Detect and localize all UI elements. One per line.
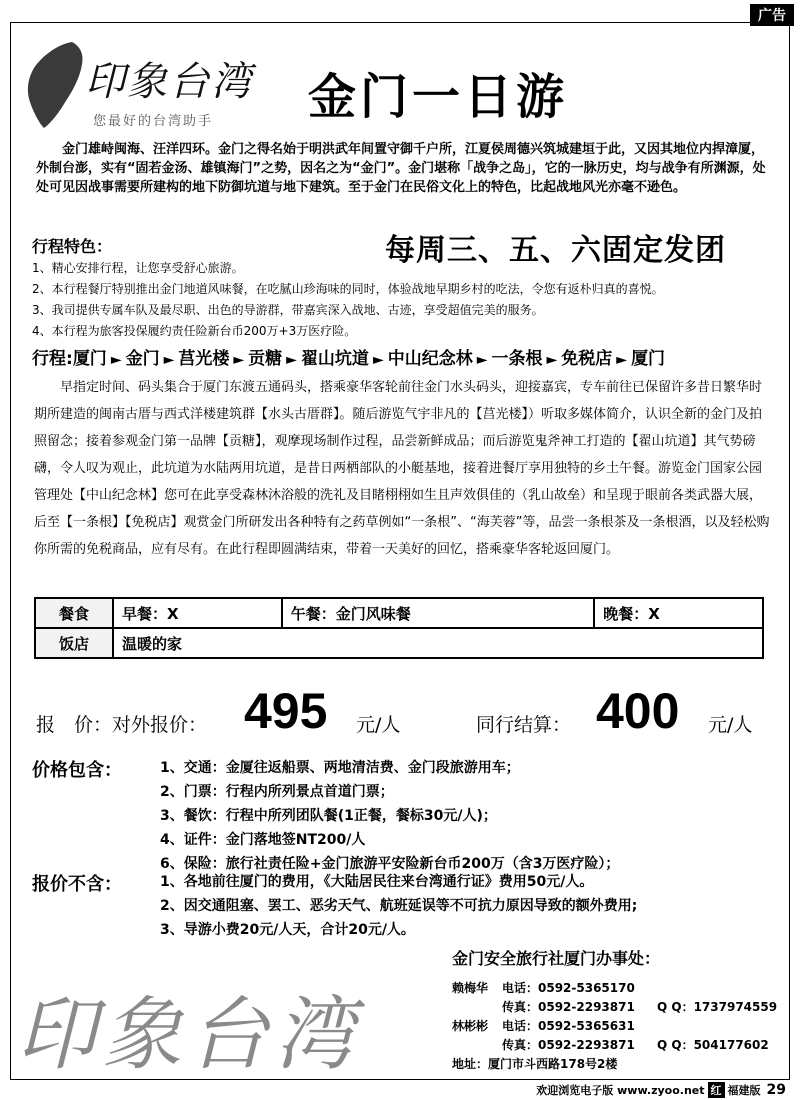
trade-price-unit: 元/人 (708, 714, 753, 736)
signature-logo: 印象台湾 (16, 988, 360, 1081)
arrow-right-icon: ► (476, 352, 488, 368)
route-stop: 厦门 (631, 349, 666, 369)
route-stop: 贡糖 (248, 349, 283, 369)
contact-block (452, 946, 778, 1074)
contact-row (452, 1017, 660, 1036)
contact-qq: Q Q：1737974559 (657, 1000, 778, 1014)
arrow-right-icon: ► (616, 352, 628, 368)
list-item: 2、门票：行程内所列景点首道门票； (160, 784, 394, 800)
contact-org: 金门安全旅行社厦门办事处： (452, 949, 661, 968)
list-item: 1、交通：金厦往返船票、两地清洁费、金门段旅游用车； (160, 760, 520, 776)
route-stop: 厦门 (72, 349, 107, 369)
route-stop: 中山纪念林 (387, 349, 473, 369)
included-heading: 价格包含： (32, 760, 122, 781)
brand-logo: 印象台湾 (85, 59, 253, 105)
list-item: 2、因交通阻塞、罢工、恶劣天气、航班延误等不可抗力原因导致的额外费用; (160, 898, 638, 914)
footer-logo: 红 (708, 1082, 725, 1098)
arrow-right-icon: ► (110, 352, 122, 368)
breakfast-cell: 早餐：X (113, 598, 282, 628)
contact-address: 地址：厦门市斗西路178号2楼 (452, 1057, 618, 1071)
price-unit: 元/人 (356, 714, 401, 736)
route-stop: 莒光楼 (178, 349, 230, 369)
lunch-cell: 午餐：金门风味餐 (282, 598, 594, 628)
ad-tag: 广告 (750, 4, 794, 26)
arrow-right-icon: ► (163, 352, 175, 368)
contact-row (452, 1036, 769, 1055)
arrow-right-icon: ► (286, 352, 297, 368)
arrow-right-icon: ► (233, 352, 245, 368)
trade-price-label: 同行结算： (476, 714, 572, 736)
page-footer (536, 1082, 786, 1098)
arrow-right-icon: ► (372, 352, 384, 368)
feature-item: 2、本行程餐厅特别推出金门地道风味餐，在吃腻山珍海味的同时，体验战地早期乡村的吃法，令您有返朴归真的喜悦。 (32, 282, 664, 296)
feature-item: 1、精心安排行程，让您享受舒心旅游。 (32, 261, 244, 275)
route-stop: 金门 (125, 349, 160, 369)
list-item: 1、各地前往厦门的费用，《大陆居民往来台湾通行证》费用50元/人。 (160, 874, 594, 890)
contact-row (452, 1055, 660, 1074)
feature-item: 3、我司提供专属车队及最尽职、出色的导游群，带嘉宾深入战地、古迹，享受超值完美的服务。 (32, 303, 544, 317)
arrow-right-icon: ► (546, 352, 558, 368)
schedule-banner: 每周三、五、六固定发团 (385, 233, 726, 268)
table-row (35, 598, 763, 628)
meals-label: 餐食 (35, 598, 113, 628)
feature-item: 4、本行程为旅客投保履约责任险新台币200万+3万医疗险。 (32, 324, 357, 338)
meals-table (34, 597, 764, 659)
page-number: 29 (766, 1082, 786, 1098)
price-label: 报 价：对外报价： (36, 714, 208, 736)
hotel-label: 饭店 (35, 628, 113, 658)
list-item: 6、保险：旅行社责任险+金门旅游平安险新台币200万（含3万医疗险）； (160, 856, 620, 872)
contact-fax: 传真：0592-2293871 (502, 1038, 635, 1052)
contact-name: 林彬彬 (452, 1019, 489, 1033)
page-title: 金门一日游 (308, 69, 569, 125)
contact-fax: 传真：0592-2293871 (502, 1000, 635, 1014)
route-stop: 免税店 (561, 349, 613, 369)
contact-phone: 电话：0592-5365170 (502, 981, 635, 995)
intro-paragraph: 金门雄峙闽海、汪洋四环。金门之得名始于明洪武年间置守御千户所，江夏侯周德兴筑城建垣于此，又因其地位内捍漳厦，外制台澎，实有“固若金汤、雄镇海门”之势，因名之为“金门”。金门堪称「战争之岛」，它的一脉历史，均与战争有所渊源，处处可见因战事需要所建构的地下防御坑道与地下建筑。至于金门在民俗文化上的特色，比起战地风光亦毫不逊色。 (36, 142, 766, 195)
table-row (35, 628, 763, 658)
excluded-heading: 报价不含： (32, 874, 122, 895)
list-item: 3、餐饮：行程中所列团队餐(1正餐，餐标30元/人)； (160, 808, 497, 824)
list-item: 4、证件：金门落地签NT200/人 (160, 832, 366, 848)
contact-phone: 电话：0592-5365631 (502, 1019, 635, 1033)
list-item: 3、导游小费20元/人天，合计20元/人。 (160, 922, 415, 938)
contact-qq: Q Q：504177602 (657, 1038, 769, 1052)
route-stop: 翟山坑道 (300, 349, 369, 369)
dinner-cell: 晚餐：X (594, 598, 763, 628)
public-price: 495 (244, 683, 328, 739)
footer-text: 欢迎浏览电子版 www.zyoo.net (536, 1084, 705, 1097)
hotel-cell: 温暖的家 (113, 628, 763, 658)
route-label: 行程: (32, 349, 73, 369)
taiwan-map-icon (22, 40, 92, 130)
route-stop: 一条根 (491, 349, 543, 369)
contact-name: 赖梅华 (452, 981, 489, 995)
contact-row (452, 998, 778, 1017)
footer-edition: 福建版 (727, 1084, 761, 1097)
contact-row (452, 979, 660, 998)
brand-tagline: 您最好的台湾助手 (93, 114, 214, 129)
itinerary-paragraph: 早指定时间、码头集合于厦门东渡五通码头，搭乘豪华客轮前往金门水头码头，迎接嘉宾，专车前往已保留许多昔日繁华时期所建造的闽南古厝与西式洋楼建筑群【水头古厝群】。随后游览气宇非凡的【莒光楼】）听取多媒体简介，认识全新的金门及拍照留念；接着参观金门第一品牌【贡糖】，观摩现场制作过程，品尝新鲜成品；而后游览鬼斧神工打造的【翟山坑道】其气势磅礴，令人叹为观止，此坑道为水陆两用坑道，是昔日两栖部队的小艇基地，接着进餐厅享用独特的乡土午餐。游览金门国家公园管理处【中山纪念林】您可在此享受森林沐浴般的洗礼及目睹栩栩如生且声效俱佳的（乳山故垒）和呈现于眼前各类武器大展，后至【一条根】【免税店】观赏金门所研发出各种特有之药草例如“一条根”、“海芙蓉”等，品尝一条根茶及一条根酒，以及轻松购你所需的免税商品，应有尽有。在此行程即圆满结束，带着一天美好的回忆，搭乘豪华客轮返回厦门。 (34, 380, 770, 557)
trade-price: 400 (596, 683, 680, 739)
included-list (160, 756, 619, 876)
route-line (32, 344, 665, 369)
excluded-list (160, 870, 637, 942)
features-heading: 行程特色： (32, 237, 113, 256)
features-list (32, 258, 772, 342)
